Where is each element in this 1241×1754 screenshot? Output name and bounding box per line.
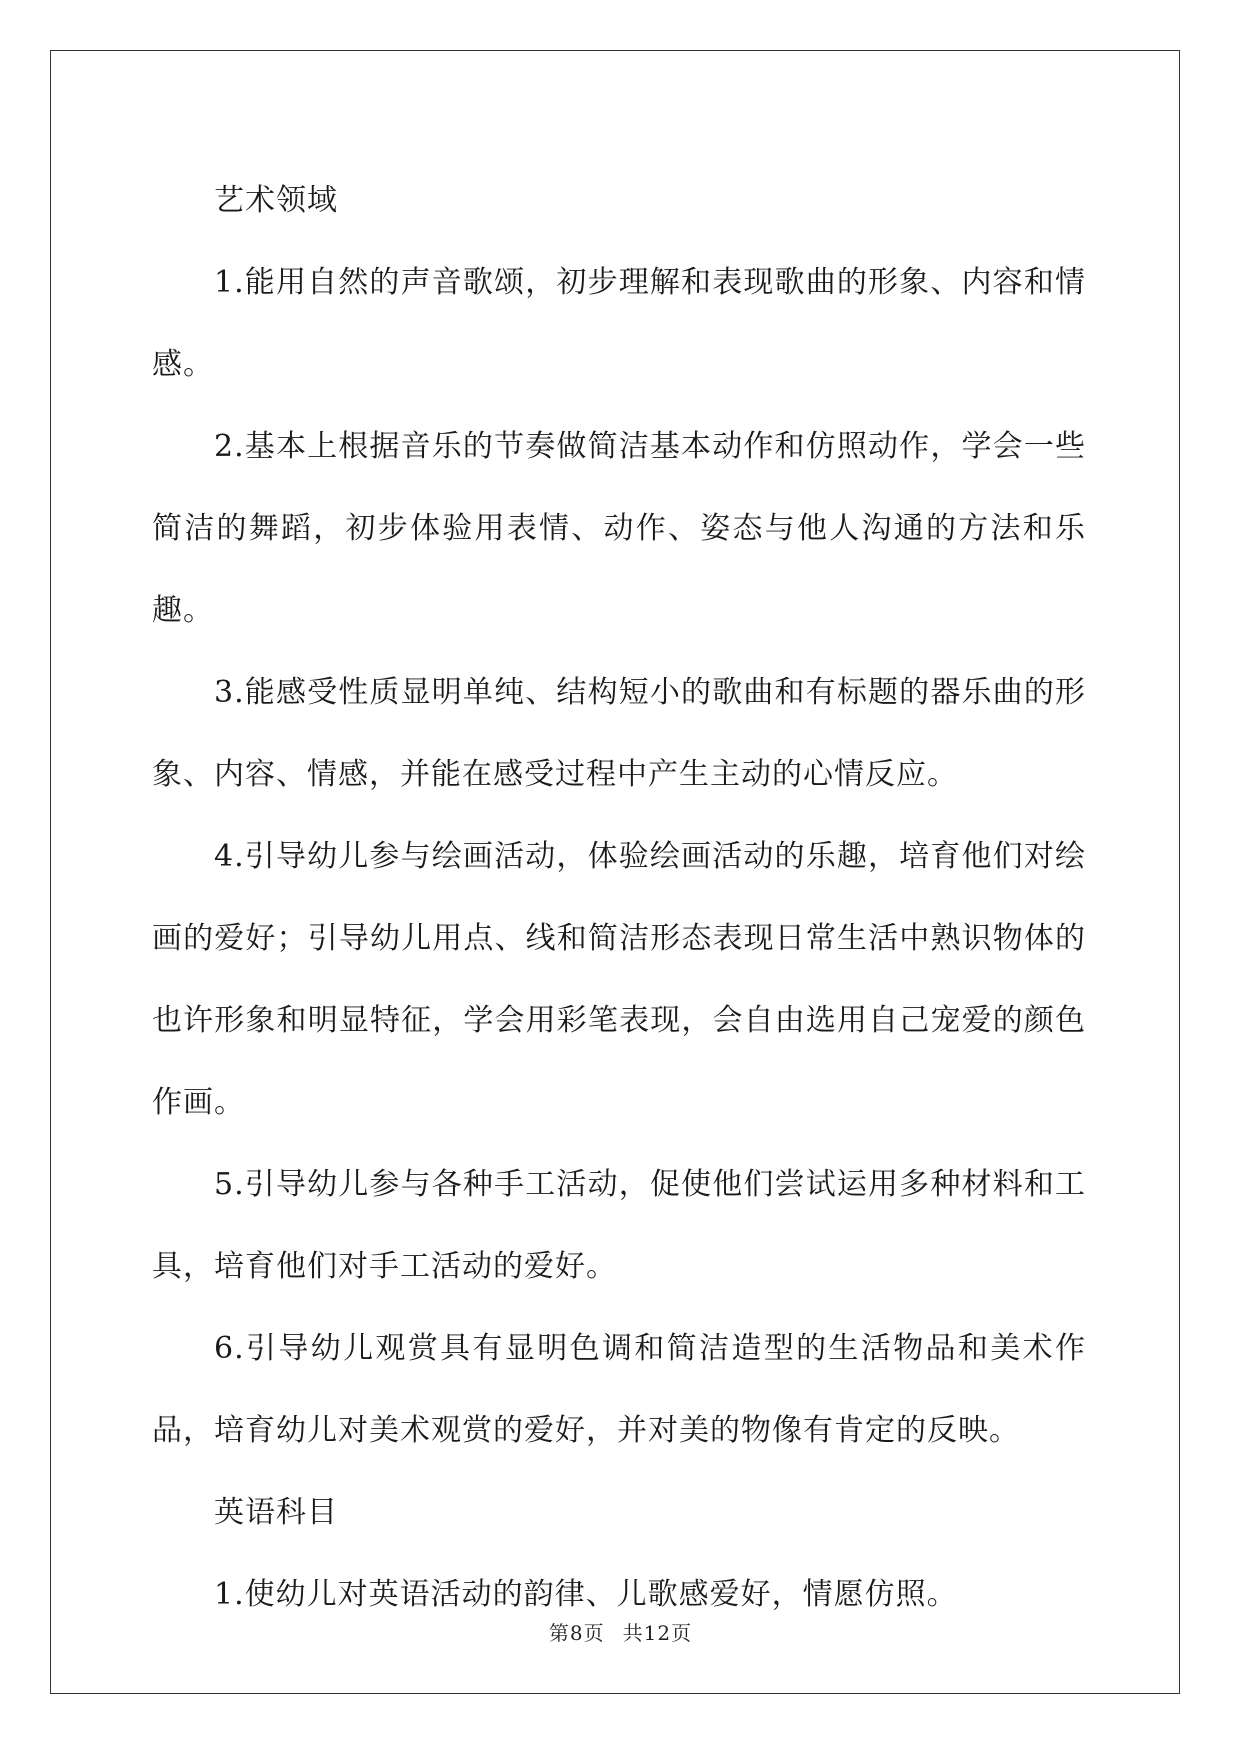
section-heading-english: 英语科目 [214, 1495, 338, 1530]
paragraph-art-5: 5.引导幼儿参与各种手工活动，促使他们尝试运用多种材料和工具，培育他们对手工活动的爱好。 [152, 1167, 1086, 1284]
document-body [152, 160, 1086, 1636]
paragraph-art-4: 4.引导幼儿参与绘画活动，体验绘画活动的乐趣，培育他们对绘画的爱好；引导幼儿用点、线和简洁形态表现日常生活中熟识物体的也许形象和明显特征，学会用彩笔表现，会自由选用自己宠爱的颜色作画。 [152, 839, 1086, 1120]
section-heading-art: 艺术领域 [214, 183, 338, 218]
paragraph-art-2: 2.基本上根据音乐的节奏做简洁基本动作和仿照动作，学会一些简洁的舞蹈，初步体验用表情、动作、姿态与他人沟通的方法和乐趣。 [152, 429, 1086, 628]
paragraph-art-3: 3.能感受性质显明单纯、结构短小的歌曲和有标题的器乐曲的形象、内容、情感，并能在感受过程中产生主动的心情反应。 [152, 675, 1086, 792]
page-footer [0, 1617, 1241, 1646]
page-number: 第8页 [548, 1621, 605, 1645]
page-total: 共12页 [622, 1621, 693, 1645]
paragraph-english-1: 1.使幼儿对英语活动的韵律、儿歌感爱好，情愿仿照。 [214, 1577, 958, 1612]
paragraph-art-6: 6.引导幼儿观赏具有显明色调和简洁造型的生活物品和美术作品，培育幼儿对美术观赏的爱好，并对美的物像有肯定的反映。 [152, 1331, 1086, 1448]
paragraph-art-1: 1.能用自然的声音歌颂，初步理解和表现歌曲的形象、内容和情感。 [152, 265, 1086, 382]
